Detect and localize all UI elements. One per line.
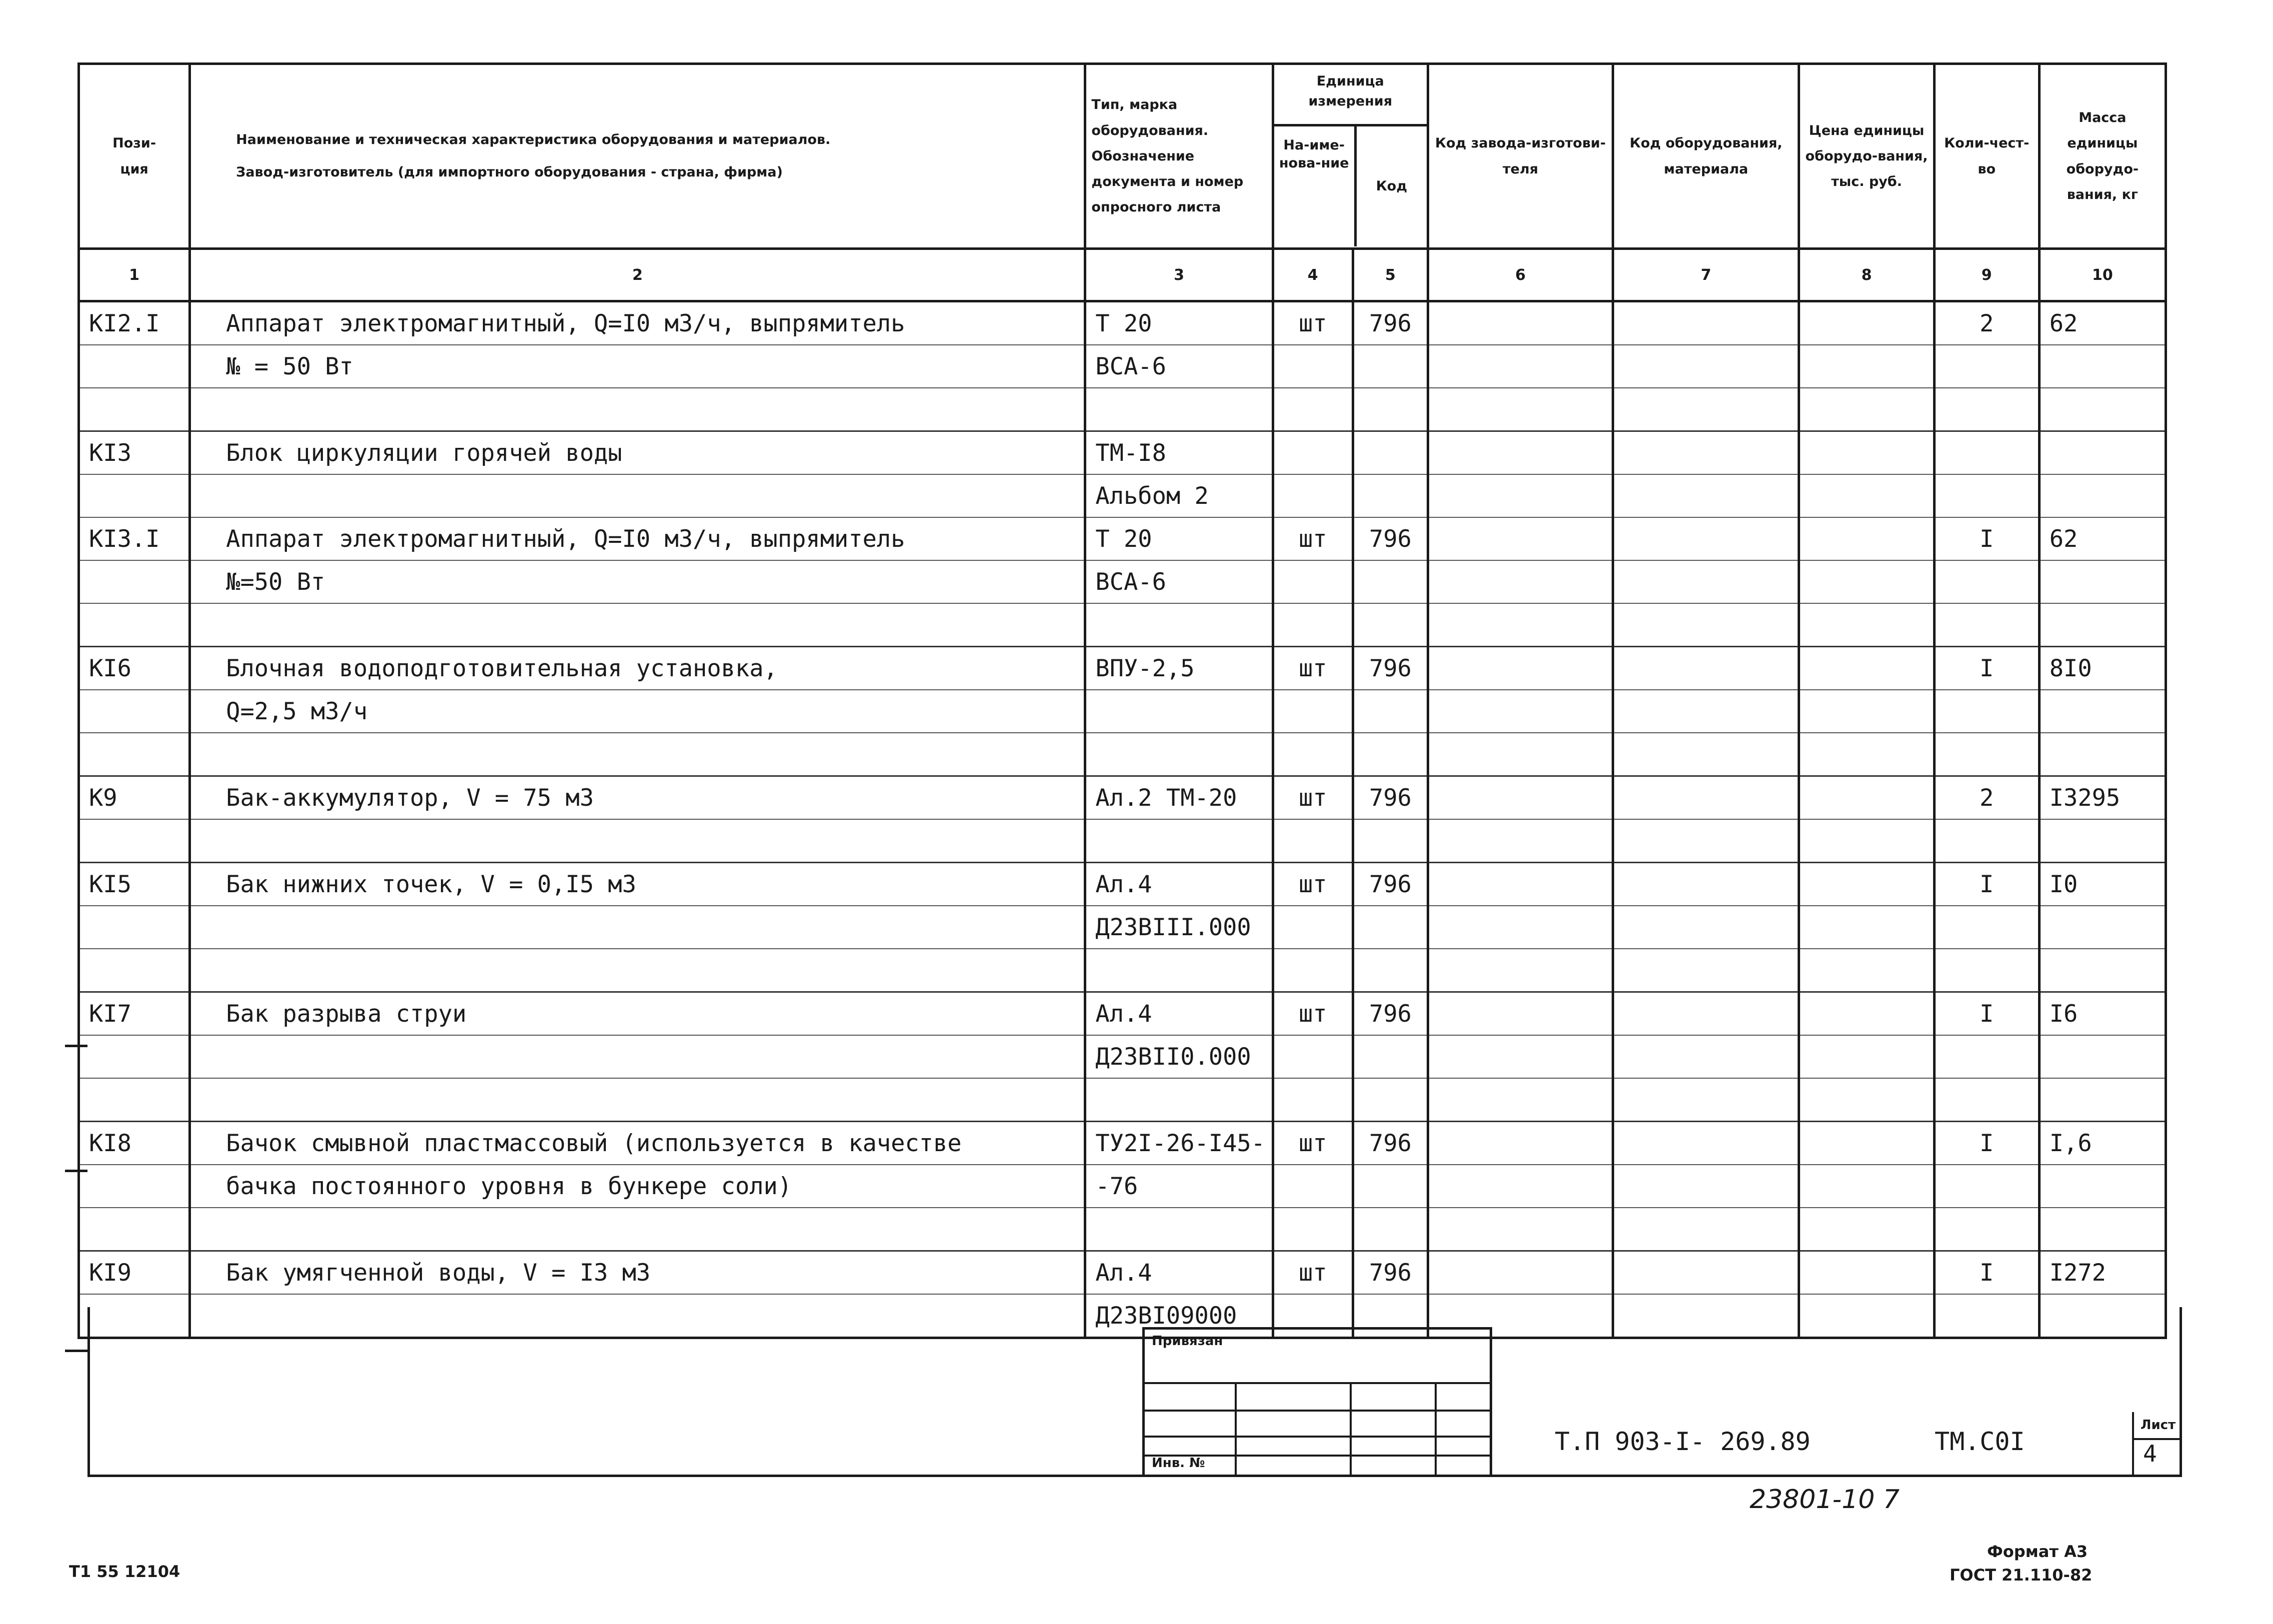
equipment-code-cell [1613, 345, 1799, 388]
position-cell [79, 1208, 190, 1251]
unit-cell: шт [1273, 776, 1353, 820]
type-cell [1085, 603, 1273, 647]
gost-label: ГОСТ 21.110-82 [1950, 1566, 2093, 1585]
factory-code-cell [1428, 992, 1613, 1036]
unit-code-cell [1353, 733, 1428, 776]
header-equipment-code: Код оборудования, материала [1613, 64, 1799, 249]
mass-cell: I272 [2039, 1251, 2166, 1295]
name-cell [190, 1078, 1085, 1122]
name-cell: Бак-аккумулятор, V = 75 м3 [190, 776, 1085, 820]
type-cell: Д23ВII0.000 [1085, 1035, 1273, 1078]
unit-cell [1273, 388, 1353, 431]
quantity-cell [1934, 431, 2039, 475]
unit-cell: шт [1273, 301, 1353, 345]
table-row [79, 474, 2166, 517]
unit-code-cell: 796 [1353, 1122, 1428, 1165]
quantity-cell [1934, 949, 2039, 992]
unit-cell [1273, 733, 1353, 776]
price-cell [1799, 1078, 1934, 1122]
equipment-code-cell [1613, 560, 1799, 603]
unit-code-cell [1353, 603, 1428, 647]
column-number: 6 [1428, 249, 1613, 301]
table-header [79, 64, 2166, 249]
factory-code-cell [1428, 776, 1613, 820]
factory-code-cell [1428, 1122, 1613, 1165]
equipment-code-cell [1613, 992, 1799, 1036]
equipment-code-cell [1613, 1035, 1799, 1078]
name-cell: Бак нижних точек, V = 0,I5 м3 [190, 863, 1085, 906]
name-cell: Бачок смывной пластмассовый (используется в качестве [190, 1122, 1085, 1165]
table-row [79, 1251, 2166, 1295]
header-unit-code: Код [1376, 178, 1408, 194]
name-cell: № = 50 Вт [190, 345, 1085, 388]
quantity-cell [1934, 345, 2039, 388]
type-cell: Д23ВIII.000 [1085, 906, 1273, 949]
factory-code-cell [1428, 906, 1613, 949]
name-cell [190, 1035, 1085, 1078]
type-cell [1085, 949, 1273, 992]
specification-table [77, 62, 2167, 1339]
quantity-cell: I [1934, 1122, 2039, 1165]
unit-cell: шт [1273, 517, 1353, 560]
column-number: 9 [1934, 249, 2039, 301]
name-cell: Бак умягченной воды, V = I3 м3 [190, 1251, 1085, 1295]
table-row [79, 560, 2166, 603]
quantity-cell [1934, 560, 2039, 603]
equipment-code-cell [1613, 474, 1799, 517]
unit-code-cell [1353, 906, 1428, 949]
type-cell: ТМ-I8 [1085, 431, 1273, 475]
margin-tick [65, 1045, 87, 1047]
mass-cell: I3295 [2039, 776, 2166, 820]
table-row [79, 992, 2166, 1036]
name-cell: Аппарат электромагнитный, Q=I0 м3/ч, выпрямитель [190, 301, 1085, 345]
header-unit-group: Единица измерения На-име-нова-ние Код [1273, 64, 1428, 249]
position-cell: KI3 [79, 431, 190, 475]
position-cell: KI7 [79, 992, 190, 1036]
mass-cell: 8I0 [2039, 647, 2166, 690]
table-row [79, 1165, 2166, 1208]
unit-code-cell [1353, 474, 1428, 517]
table-row [79, 345, 2166, 388]
unit-code-cell: 796 [1353, 1251, 1428, 1295]
factory-code-cell [1428, 733, 1613, 776]
position-cell [79, 819, 190, 863]
name-cell [190, 949, 1085, 992]
position-cell: KI3.I [79, 517, 190, 560]
position-cell [79, 949, 190, 992]
mass-cell [2039, 690, 2166, 733]
table-row [79, 1035, 2166, 1078]
unit-code-cell [1353, 345, 1428, 388]
equipment-code-cell [1613, 819, 1799, 863]
factory-code-cell [1428, 690, 1613, 733]
type-cell: Т 20 [1085, 301, 1273, 345]
type-cell [1085, 388, 1273, 431]
type-cell: Т 20 [1085, 517, 1273, 560]
spacer-row [79, 819, 2166, 863]
unit-code-cell: 796 [1353, 992, 1428, 1036]
quantity-cell [1934, 1078, 2039, 1122]
quantity-cell [1934, 603, 2039, 647]
header-unit-name: На-име-нова-ние [1274, 126, 1357, 246]
header-factory-code: Код завода-изготови-теля [1428, 64, 1613, 249]
column-number: 1 [79, 249, 190, 301]
unit-code-cell [1353, 1165, 1428, 1208]
position-cell [79, 1035, 190, 1078]
name-cell [190, 603, 1085, 647]
mass-cell [2039, 431, 2166, 475]
factory-code-cell [1428, 474, 1613, 517]
attachment-stamp [1142, 1327, 1492, 1477]
spacer-row [79, 603, 2166, 647]
column-number: 2 [190, 249, 1085, 301]
position-cell: KI8 [79, 1122, 190, 1165]
price-cell [1799, 776, 1934, 820]
unit-cell [1273, 603, 1353, 647]
name-cell [190, 733, 1085, 776]
table-row [79, 1122, 2166, 1165]
quantity-cell: I [1934, 517, 2039, 560]
equipment-code-cell [1613, 1208, 1799, 1251]
table-row [79, 431, 2166, 475]
mass-cell [2039, 603, 2166, 647]
unit-code-cell [1353, 819, 1428, 863]
column-number: 7 [1613, 249, 1799, 301]
position-cell [79, 388, 190, 431]
column-number: 8 [1799, 249, 1934, 301]
mass-cell [2039, 560, 2166, 603]
unit-code-cell [1353, 690, 1428, 733]
position-cell [79, 603, 190, 647]
factory-code-cell [1428, 301, 1613, 345]
equipment-code-cell [1613, 1165, 1799, 1208]
unit-cell [1273, 1035, 1353, 1078]
unit-code-cell [1353, 949, 1428, 992]
attached-label: Привязан [1152, 1334, 1223, 1349]
name-cell [190, 819, 1085, 863]
mass-cell [2039, 1078, 2166, 1122]
name-cell: Блочная водоподготовительная установка, [190, 647, 1085, 690]
name-cell [190, 388, 1085, 431]
equipment-code-cell [1613, 1078, 1799, 1122]
equipment-code-cell [1613, 1122, 1799, 1165]
margin-tick [65, 1350, 87, 1352]
table-row [79, 301, 2166, 345]
unit-code-cell: 796 [1353, 301, 1428, 345]
unit-code-cell: 796 [1353, 517, 1428, 560]
column-number: 10 [2039, 249, 2166, 301]
quantity-cell [1934, 1035, 2039, 1078]
position-cell [79, 474, 190, 517]
price-cell [1799, 1165, 1934, 1208]
inv-number-label: Инв. № [1152, 1456, 1205, 1471]
price-cell [1799, 906, 1934, 949]
position-cell [79, 560, 190, 603]
unit-cell [1273, 345, 1353, 388]
price-cell [1799, 1122, 1934, 1165]
price-cell [1799, 603, 1934, 647]
type-cell: Ал.4 [1085, 992, 1273, 1036]
equipment-code-cell [1613, 690, 1799, 733]
name-cell [190, 474, 1085, 517]
unit-code-cell: 796 [1353, 863, 1428, 906]
type-cell: Ал.2 ТМ-20 [1085, 776, 1273, 820]
column-number: 3 [1085, 249, 1273, 301]
header-quantity: Коли-чест-во [1934, 64, 2039, 249]
sheet-number: 4 [2143, 1440, 2157, 1467]
equipment-code-cell [1613, 1251, 1799, 1295]
mass-cell: I6 [2039, 992, 2166, 1036]
spacer-row [79, 733, 2166, 776]
handwritten-number: 23801-10 7 [1750, 1485, 1900, 1515]
mass-cell [2039, 1208, 2166, 1251]
position-cell: KI9 [79, 1251, 190, 1295]
header-position: Пози- ция [79, 64, 190, 249]
quantity-cell: I [1934, 992, 2039, 1036]
factory-code-cell [1428, 603, 1613, 647]
unit-cell [1273, 690, 1353, 733]
type-cell: ВСА-6 [1085, 560, 1273, 603]
header-name: Наименование и техническая характеристика оборудования и материалов. Завод-изготовитель (для импортного оборудования - страна, фирма) [190, 64, 1085, 249]
price-cell [1799, 949, 1934, 992]
mass-cell [2039, 906, 2166, 949]
quantity-cell: I [1934, 647, 2039, 690]
format-label: Формат А3 [1987, 1542, 2088, 1561]
mass-cell [2039, 1035, 2166, 1078]
price-cell [1799, 1208, 1934, 1251]
title-block-frame [87, 1307, 2182, 1477]
unit-cell [1273, 949, 1353, 992]
name-cell: Q=2,5 м3/ч [190, 690, 1085, 733]
spacer-row [79, 1208, 2166, 1251]
table-row [79, 863, 2166, 906]
quantity-cell: 2 [1934, 776, 2039, 820]
column-number: 4 [1273, 249, 1353, 301]
unit-code-cell: 796 [1353, 776, 1428, 820]
footer-left-code: Т1 55 12104 [69, 1562, 180, 1581]
factory-code-cell [1428, 647, 1613, 690]
unit-code-cell [1353, 1208, 1428, 1251]
spacer-row [79, 949, 2166, 992]
factory-code-cell [1428, 819, 1613, 863]
mass-cell [2039, 345, 2166, 388]
unit-cell [1273, 1208, 1353, 1251]
equipment-code-cell [1613, 733, 1799, 776]
factory-code-cell [1428, 345, 1613, 388]
unit-cell: шт [1273, 647, 1353, 690]
factory-code-cell [1428, 1208, 1613, 1251]
sheet-number-box [2132, 1412, 2182, 1477]
equipment-code-cell [1613, 431, 1799, 475]
factory-code-cell [1428, 1165, 1613, 1208]
type-cell: Альбом 2 [1085, 474, 1273, 517]
price-cell [1799, 474, 1934, 517]
position-cell [79, 733, 190, 776]
table-body [79, 249, 2166, 1338]
equipment-code-cell [1613, 906, 1799, 949]
type-cell [1085, 733, 1273, 776]
header-unit-price: Цена единицы оборудо-вания, тыс. руб. [1799, 64, 1934, 249]
factory-code-cell [1428, 1078, 1613, 1122]
type-cell [1085, 819, 1273, 863]
table-row [79, 517, 2166, 560]
position-cell [79, 345, 190, 388]
factory-code-cell [1428, 1251, 1613, 1295]
quantity-cell [1934, 906, 2039, 949]
factory-code-cell [1428, 431, 1613, 475]
mass-cell: 62 [2039, 301, 2166, 345]
name-cell: №=50 Вт [190, 560, 1085, 603]
type-cell: Ал.4 [1085, 1251, 1273, 1295]
quantity-cell [1934, 733, 2039, 776]
factory-code-cell [1428, 388, 1613, 431]
mass-cell: 62 [2039, 517, 2166, 560]
unit-code-cell [1353, 388, 1428, 431]
unit-code-cell [1353, 1078, 1428, 1122]
price-cell [1799, 301, 1934, 345]
unit-cell [1273, 560, 1353, 603]
column-number: 5 [1353, 249, 1428, 301]
type-cell [1085, 1208, 1273, 1251]
table-row [79, 776, 2166, 820]
type-cell: ВСА-6 [1085, 345, 1273, 388]
equipment-code-cell [1613, 949, 1799, 992]
quantity-cell: 2 [1934, 301, 2039, 345]
price-cell [1799, 819, 1934, 863]
unit-cell: шт [1273, 1251, 1353, 1295]
header-type: Тип, марка оборудования. Обозначение документа и номер опросного листа [1085, 64, 1273, 249]
unit-code-cell: 796 [1353, 647, 1428, 690]
type-cell [1085, 690, 1273, 733]
equipment-code-cell [1613, 388, 1799, 431]
mass-cell [2039, 388, 2166, 431]
unit-cell [1273, 1078, 1353, 1122]
spacer-row [79, 1078, 2166, 1122]
mass-cell: I,6 [2039, 1122, 2166, 1165]
position-cell [79, 906, 190, 949]
unit-code-cell [1353, 560, 1428, 603]
equipment-code-cell [1613, 301, 1799, 345]
price-cell [1799, 690, 1934, 733]
quantity-cell: I [1934, 863, 2039, 906]
price-cell [1799, 431, 1934, 475]
header-mass: Масса единицы оборудо-вания, кг [2039, 64, 2166, 249]
factory-code-cell [1428, 1035, 1613, 1078]
quantity-cell [1934, 388, 2039, 431]
price-cell [1799, 388, 1934, 431]
position-cell: KI5 [79, 863, 190, 906]
margin-tick [65, 1170, 87, 1172]
name-cell: Блок циркуляции горячей воды [190, 431, 1085, 475]
unit-cell: шт [1273, 1122, 1353, 1165]
price-cell [1799, 1035, 1934, 1078]
unit-cell [1273, 819, 1353, 863]
mass-cell: I0 [2039, 863, 2166, 906]
position-cell: KI6 [79, 647, 190, 690]
equipment-code-cell [1613, 647, 1799, 690]
position-cell [79, 690, 190, 733]
name-cell: Бак разрыва струи [190, 992, 1085, 1036]
table-row [79, 906, 2166, 949]
type-cell: ТУ2I-26-I45- [1085, 1122, 1273, 1165]
equipment-code-cell [1613, 776, 1799, 820]
sheet-code: ТМ.С0I [1935, 1427, 2025, 1456]
unit-cell [1273, 1165, 1353, 1208]
mass-cell [2039, 819, 2166, 863]
unit-cell [1273, 474, 1353, 517]
factory-code-cell [1428, 517, 1613, 560]
type-cell: ВПУ-2,5 [1085, 647, 1273, 690]
unit-code-cell [1353, 431, 1428, 475]
position-cell: KI2.I [79, 301, 190, 345]
price-cell [1799, 992, 1934, 1036]
unit-cell: шт [1273, 863, 1353, 906]
column-number-row [79, 249, 2166, 301]
price-cell [1799, 863, 1934, 906]
price-cell [1799, 560, 1934, 603]
type-cell: Ал.4 [1085, 863, 1273, 906]
project-code: Т.П 903-I- 269.89 [1555, 1427, 1811, 1456]
unit-cell: шт [1273, 992, 1353, 1036]
type-cell: -76 [1085, 1165, 1273, 1208]
position-cell: K9 [79, 776, 190, 820]
price-cell [1799, 647, 1934, 690]
factory-code-cell [1428, 560, 1613, 603]
name-cell: Аппарат электромагнитный, Q=I0 м3/ч, выпрямитель [190, 517, 1085, 560]
name-cell: бачка постоянного уровня в бункере соли) [190, 1165, 1085, 1208]
sheet-label: Лист [2134, 1412, 2182, 1440]
name-cell [190, 1208, 1085, 1251]
quantity-cell [1934, 1208, 2039, 1251]
mass-cell [2039, 949, 2166, 992]
position-cell [79, 1165, 190, 1208]
equipment-code-cell [1613, 517, 1799, 560]
factory-code-cell [1428, 863, 1613, 906]
type-cell [1085, 1078, 1273, 1122]
unit-cell [1273, 906, 1353, 949]
factory-code-cell [1428, 949, 1613, 992]
equipment-code-cell [1613, 863, 1799, 906]
price-cell [1799, 733, 1934, 776]
name-cell [190, 906, 1085, 949]
unit-code-cell [1353, 1035, 1428, 1078]
quantity-cell [1934, 690, 2039, 733]
quantity-cell [1934, 474, 2039, 517]
mass-cell [2039, 1165, 2166, 1208]
quantity-cell: I [1934, 1251, 2039, 1295]
quantity-cell [1934, 1165, 2039, 1208]
price-cell [1799, 345, 1934, 388]
type-cell: Д23ВI09000 [1085, 1294, 1273, 1338]
table-row [79, 647, 2166, 690]
unit-cell [1273, 431, 1353, 475]
price-cell [1799, 1251, 1934, 1295]
mass-cell [2039, 474, 2166, 517]
table-row [79, 690, 2166, 733]
quantity-cell [1934, 819, 2039, 863]
spacer-row [79, 388, 2166, 431]
position-cell [79, 1078, 190, 1122]
equipment-code-cell [1613, 603, 1799, 647]
price-cell [1799, 517, 1934, 560]
mass-cell [2039, 733, 2166, 776]
